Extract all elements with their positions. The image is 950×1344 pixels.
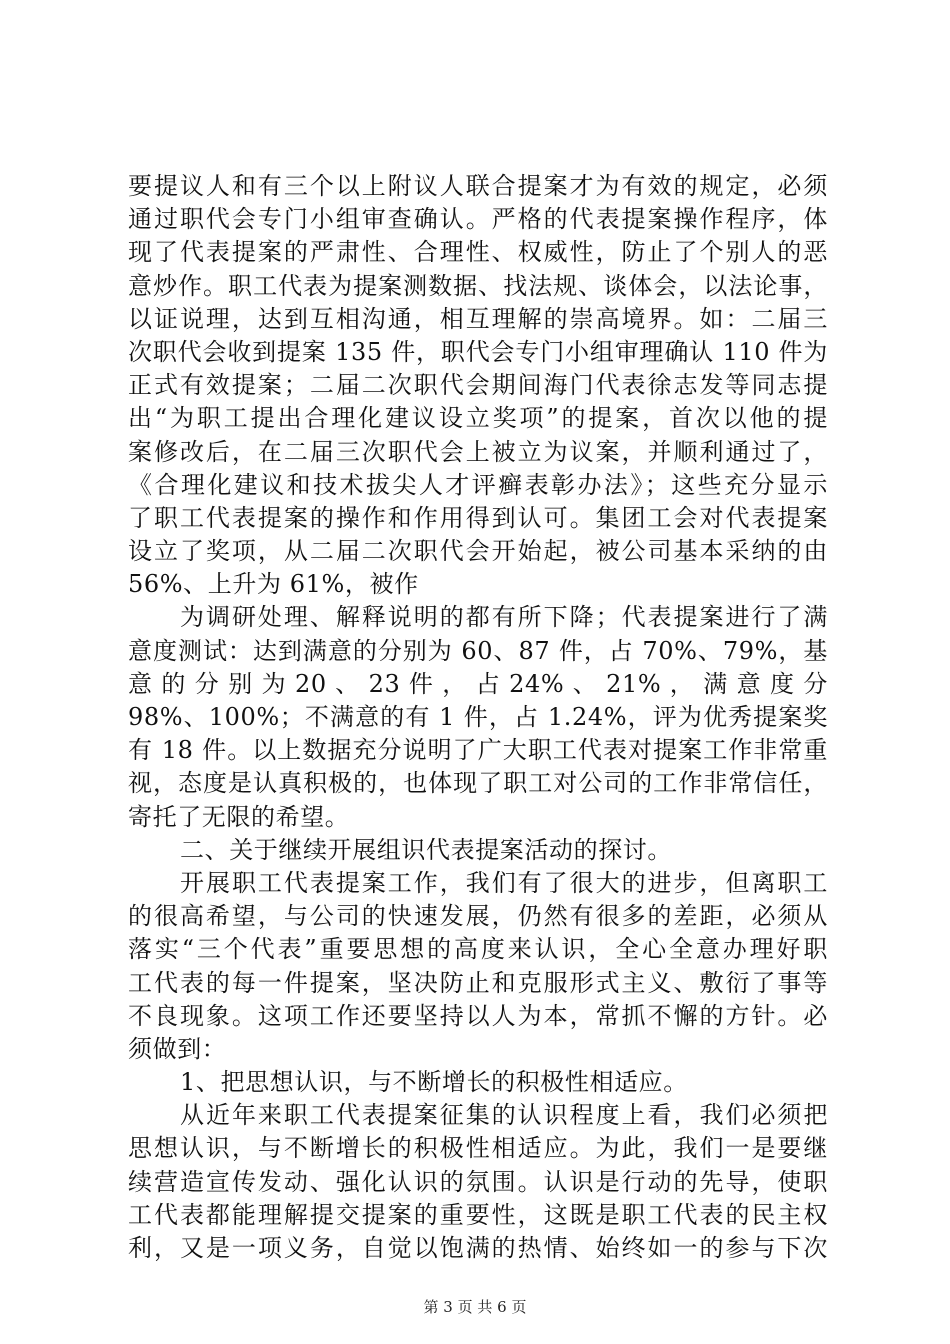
text-line: 不良现象。这项工作还要坚持以人为本，常抓不懈的方针。必: [128, 1001, 828, 1030]
text-line: 56%、上升为 61%，被作: [128, 570, 419, 599]
text-line: 正式有效提案；二届二次职代会期间海门代表徐志发等同志提: [128, 371, 828, 400]
body-text: [128, 170, 828, 1265]
text-line: 设立了奖项，从二届二次职代会开始起，被公司基本采纳的由: [128, 537, 828, 566]
text-line: 视，态度是认真积极的，也体现了职工对公司的工作非常信任，: [128, 769, 828, 798]
text-line: 98%、100%；不满意的有 1 件，占 1.24%，评为优秀提案奖: [128, 703, 828, 731]
text-line: 开展职工代表提案工作，我们有了很大的进步，但离职工: [180, 868, 828, 897]
text-line: 通过职代会专门小组审查确认。严格的代表提案操作程序，体: [128, 205, 828, 234]
text-line: 的很高希望，与公司的快速发展，仍然有很多的差距，必须从: [128, 902, 828, 931]
text-line: 以证说理，达到互相沟通，相互理解的崇高境界。如：二届三: [128, 304, 828, 333]
page-footer: [0, 1297, 950, 1317]
text-line: 从近年来职工代表提案征集的认识程度上看，我们必须把: [180, 1101, 828, 1130]
text-line: 要提议人和有三个以上附议人联合提案才为有效的规定，必须: [128, 172, 828, 200]
text-line: 为调研处理、解释说明的都有所下降；代表提案进行了满: [180, 603, 828, 632]
text-line: 了职工代表提案的操作和作用得到认可。集团工会对代表提案: [128, 503, 828, 532]
text-line: 寄托了无限的希望。: [128, 802, 350, 831]
text-line: 工代表都能理解提交提案的重要性，这既是职工代表的民主权: [128, 1200, 828, 1229]
text-line: 有 18 件。以上数据充分说明了广大职工代表对提案工作非常重: [128, 736, 828, 765]
text-line: 利，又是一项义务，自觉以饱满的热情、始终如一的参与下次: [128, 1234, 828, 1262]
text-line: 续营造宣传发动、强化认识的氛围。认识是行动的先导，使职: [128, 1167, 828, 1196]
page-number-label: 第 3 页 共 6 页: [423, 1298, 527, 1316]
text-line: 《合理化建议和技术拔尖人才评癣表彰办法》；这些充分显示: [128, 470, 828, 499]
text-line: 意 的 分 别 为 20 、 23 件 ， 占 24% 、 21% ， 满 意 度 分: [128, 669, 828, 698]
text-line: 工代表的每一件提案，坚决防止和克服形式主义、敷衍了事等: [128, 968, 828, 997]
text-line: 落实“三个代表”重要思想的高度来认识，全心全意办理好职: [128, 935, 828, 964]
text-line: 案修改后，在二届三次职代会上被立为议案，并顺利通过了，: [128, 437, 828, 466]
text-line: 思想认识，与不断增长的积极性相适应。为此，我们一是要继: [128, 1134, 828, 1163]
text-line: 意炒作。职工代表为提案测数据、找法规、谈体会，以法论事，: [128, 271, 828, 300]
text-line: 现了代表提案的严肃性、合理性、权威性，防止了个别人的恶: [128, 238, 828, 267]
subsection-heading: 1、把思想认识，与不断增长的积极性相适应。: [180, 1068, 688, 1097]
text-line: 须做到：: [128, 1034, 227, 1063]
section-heading: 二、关于继续开展组识代表提案活动的探讨。: [180, 835, 672, 864]
text-line: 出“为职工提出合理化建议设立奖项”的提案，首次以他的提: [128, 404, 828, 433]
text-line: 意度测试：达到满意的分别为 60、87 件，占 70%、79%，基: [128, 636, 828, 665]
text-line: 次职代会收到提案 135 件，职代会专门小组审理确认 110 件为: [128, 337, 828, 366]
